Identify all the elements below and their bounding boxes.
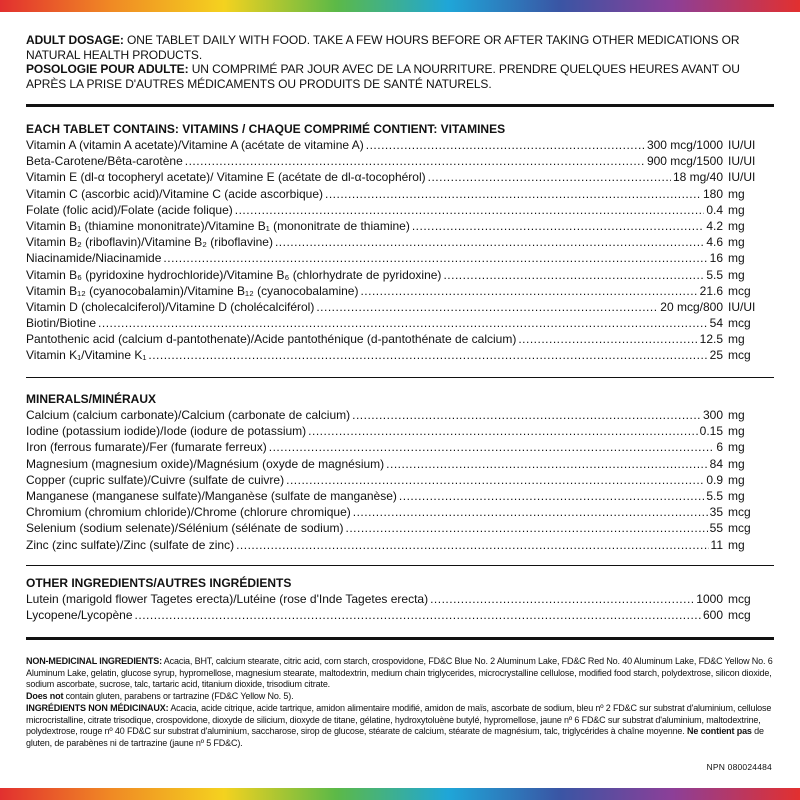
ingredient-name: Biotin/Biotine — [26, 316, 97, 331]
minerals-title: MINERALS/MINÉRAUX — [26, 392, 157, 406]
ingredient-row — [26, 283, 776, 299]
other-title: OTHER INGREDIENTS/AUTRES INGRÉDIENTS — [26, 576, 292, 590]
leader-dots — [185, 153, 645, 169]
ingredient-name: Vitamin D (cholecalciferol)/Vitamine D (cholécalciférol) — [26, 299, 315, 314]
ingredient-unit: mg — [728, 235, 745, 250]
non-medicinal-fr — [26, 703, 776, 750]
non-medicinal-fr-text: Acacia, acide citrique, acide tartrique, amidon alimentaire modifié, amidon de maïs, ascorbate de sodium, bleu nº 2 FD&C sur substrat d'aluminium, cellulose microcristalline, citrate trisodique, crospovidone, dioxyde de silicium, dioxyde de titane, gélatine, hydroxytoluène butylé, hypromellose, jaune nº 6 FD&C sur substrat d'aluminium, maltodextrine, polydextrose, rouge nº 40 FD&C sur substrat d'aluminium, saccharose, sirop de glucose, stéarate de calcium, stéarate de magnésium, talc, triglycérides à chaîne moyenne. — [26, 702, 772, 737]
dosage-block — [26, 33, 776, 91]
ingredient-unit: mcg — [728, 521, 751, 536]
ingredient-name: Iodine (potassium iodide)/Iode (iodure de potassium) — [26, 424, 307, 439]
non-medicinal-en-text: Acacia, BHT, calcium stearate, citric acid, corn starch, crospovidone, FD&C Blue No. 2 Aluminum Lake, FD&C Red No. 40 Aluminum Lake, FD&C Yellow No. 6 Aluminum Lake, gelatin, glucose syrup, hypromellose, magnesium stearate, maltodextrin, medium chain triglycerides, microcrystalline cellulose, modified food starch, polydextrose, silicon dioxide, sodium ascorbate, sucrose, talc, tartaric acid, titanium dioxide, trisodium citrate. — [26, 656, 773, 690]
non-medicinal-fr-label: INGRÉDIENTS NON MÉDICINAUX: — [26, 702, 169, 713]
leader-dots — [269, 439, 715, 455]
ingredient-amount: 6 — [716, 440, 723, 455]
ingredient-unit: mcg — [728, 608, 751, 623]
vitamins-title: EACH TABLET CONTAINS: VITAMINS / CHAQUE COMPRIMÉ CONTIENT: VITAMINES — [26, 122, 506, 136]
leader-dots — [428, 169, 671, 185]
top-color-band — [0, 0, 800, 12]
divider — [26, 377, 774, 378]
leader-dots — [352, 407, 701, 423]
does-not-label: Does not — [26, 691, 64, 702]
minerals-list — [26, 407, 776, 553]
ingredient-unit: mg — [728, 424, 745, 439]
ingredient-name: Vitamin A (vitamin A acetate)/Vitamine A (acétate de vitamine A) — [26, 138, 364, 152]
ingredient-name: Vitamin C (ascorbic acid)/Vitamine C (acide ascorbique) — [26, 186, 324, 201]
ingredient-row — [26, 202, 776, 218]
ingredient-name: Beta-Carotene/Bêta-carotène — [26, 154, 183, 169]
ingredient-amount: 4.6 — [706, 235, 723, 250]
ingredient-amount: 600 — [702, 608, 723, 623]
ingredient-name: Folate (folic acid)/Folate (acide folique) — [26, 202, 233, 217]
ingredient-unit: mg — [728, 456, 745, 471]
ingredient-row — [26, 472, 776, 488]
ingredient-unit: mg — [728, 408, 745, 422]
ingredient-unit: mcg — [728, 348, 751, 363]
leader-dots — [316, 299, 658, 315]
ingredient-name: Iron (ferrous fumarate)/Fer (fumarate ferreux) — [26, 440, 267, 455]
leader-dots — [236, 537, 708, 553]
posologie-label: POSOLOGIE POUR ADULTE: — [26, 62, 189, 76]
divider — [26, 565, 774, 566]
ingredient-name: Copper (cupric sulfate)/Cuivre (sulfate de cuivre) — [26, 472, 285, 487]
ingredient-name: Pantothenic acid (calcium d-pantothenate)/Acide pantothénique (d-pantothénate de calcium) — [26, 332, 517, 347]
ingredient-row — [26, 234, 776, 250]
ingredient-amount: 5.5 — [706, 267, 723, 282]
ingredient-row — [26, 315, 776, 331]
leader-dots — [443, 267, 704, 283]
vitamins-list — [26, 137, 776, 364]
non-medicinal-block — [26, 656, 776, 750]
ingredient-unit: mcg — [728, 283, 751, 298]
ingredient-row — [26, 186, 776, 202]
ingredient-unit: IU/UI — [728, 138, 756, 152]
ingredient-name: Vitamin B₂ (riboflavin)/Vitamine B₂ (riboflavine) — [26, 235, 273, 250]
ingredient-amount: 16 — [709, 251, 723, 266]
ingredient-amount: 300 — [702, 408, 723, 422]
npn-number: NPN 080024484 — [706, 762, 772, 772]
ingredient-amount: 300 mcg/1000 — [646, 138, 723, 152]
ingredient-row — [26, 591, 776, 607]
leader-dots — [286, 472, 704, 488]
leader-dots — [399, 488, 704, 504]
leader-dots — [430, 591, 694, 607]
ingredient-amount: 180 — [702, 186, 723, 201]
ingredient-unit: mg — [728, 186, 745, 201]
ingredient-row — [26, 250, 776, 266]
ingredient-row — [26, 520, 776, 536]
ingredient-name: Vitamin E (dl-α tocopheryl acetate)/ Vitamine E (acétate de dl-α-tocophérol) — [26, 170, 426, 185]
ingredient-unit: IU/UI — [728, 299, 756, 314]
ingredient-row — [26, 169, 776, 185]
ingredient-row — [26, 504, 776, 520]
ingredient-row — [26, 299, 776, 315]
ne-contient-label: Ne contient pas — [687, 726, 752, 737]
does-not-text: contain gluten, parabens or tartrazine (FD&C Yellow No. 5). — [63, 691, 294, 702]
ingredient-row — [26, 137, 776, 153]
ingredient-row — [26, 407, 776, 423]
ingredient-row — [26, 331, 776, 347]
leader-dots — [360, 283, 697, 299]
ingredient-amount: 55 — [709, 521, 723, 536]
ingredient-amount: 25 — [709, 348, 723, 363]
ingredient-name: Magnesium (magnesium oxide)/Magnésium (oxyde de magnésium) — [26, 456, 385, 471]
ingredient-row — [26, 218, 776, 234]
ingredient-unit: mg — [728, 251, 745, 266]
other-list — [26, 591, 776, 623]
ingredient-amount: 12.5 — [699, 332, 723, 347]
ingredient-name: Lutein (marigold flower Tagetes erecta)/Lutéine (rose d'Inde Tagetes erecta) — [26, 592, 429, 606]
ingredient-name: Chromium (chromium chloride)/Chrome (chlorure chromique) — [26, 505, 351, 520]
ingredient-row — [26, 267, 776, 283]
ingredient-unit: mcg — [728, 505, 751, 520]
ingredient-amount: 20 mcg/800 — [660, 299, 723, 314]
does-not-contain — [26, 691, 776, 703]
ingredient-unit: IU/UI — [728, 154, 756, 169]
leader-dots — [518, 331, 697, 347]
ingredient-amount: 900 mcg/1500 — [646, 154, 723, 169]
leader-dots — [386, 456, 707, 472]
ingredient-name: Zinc (zinc sulfate)/Zinc (sulfate de zinc) — [26, 537, 235, 552]
leader-dots — [163, 250, 707, 266]
ingredient-amount: 21.6 — [699, 283, 723, 298]
ingredient-amount: 0.15 — [699, 424, 723, 439]
ingredient-unit: mg — [728, 267, 745, 282]
posologie — [26, 62, 776, 91]
ingredient-unit: mg — [728, 202, 745, 217]
ingredient-amount: 4.2 — [706, 218, 723, 233]
leader-dots — [235, 202, 705, 218]
leader-dots — [366, 137, 645, 153]
divider — [26, 637, 774, 640]
ingredient-row — [26, 347, 776, 363]
adult-dosage — [26, 33, 776, 62]
leader-dots — [308, 423, 697, 439]
ingredient-name: Niacinamide/Niacinamide — [26, 251, 162, 266]
ingredient-unit: IU/UI — [728, 170, 756, 185]
leader-dots — [135, 607, 701, 623]
ingredient-amount: 0.4 — [706, 202, 723, 217]
leader-dots — [325, 186, 701, 202]
ingredient-name: Manganese (manganese sulfate)/Manganèse (sulfate de manganèse) — [26, 488, 397, 503]
ingredient-amount: 0.9 — [706, 472, 723, 487]
ingredient-amount: 1000 — [696, 592, 723, 606]
ingredient-row — [26, 488, 776, 504]
leader-dots — [412, 218, 704, 234]
ingredient-row — [26, 456, 776, 472]
ingredient-amount: 5.5 — [706, 488, 723, 503]
ingredient-name: Vitamin B₆ (pyridoxine hydrochloride)/Vitamine B₆ (chlorhydrate de pyridoxine) — [26, 267, 442, 282]
ingredient-name: Calcium (calcium carbonate)/Calcium (carbonate de calcium) — [26, 408, 351, 422]
leader-dots — [346, 520, 708, 536]
ingredient-row — [26, 537, 776, 553]
ingredient-row — [26, 153, 776, 169]
leader-dots — [98, 315, 708, 331]
ingredient-unit: mcg — [728, 316, 751, 331]
adult-dosage-label: ADULT DOSAGE: — [26, 33, 124, 47]
minerals-section — [26, 391, 776, 553]
ingredient-unit: mg — [728, 472, 745, 487]
ingredient-unit: mg — [728, 332, 745, 347]
adult-dosage-text: ONE TABLET DAILY WITH FOOD. TAKE A FEW HOURS BEFORE OR AFTER TAKING OTHER MEDICATIONS OR NATURAL HEALTH PRODUCTS. — [26, 33, 740, 62]
ingredient-name: Vitamin B₁₂ (cyanocobalamin)/Vitamine B₁₂ (cyanocobalamine) — [26, 283, 359, 298]
ingredient-row — [26, 439, 776, 455]
ingredient-amount: 18 mg/40 — [672, 170, 723, 185]
ingredient-unit: mg — [728, 440, 745, 455]
ingredient-row — [26, 423, 776, 439]
divider — [26, 104, 774, 107]
ingredient-unit: mg — [728, 218, 745, 233]
ingredient-amount: 84 — [709, 456, 723, 471]
ingredient-amount: 54 — [709, 316, 723, 331]
leader-dots — [275, 234, 704, 250]
leader-dots — [148, 347, 707, 363]
non-medicinal-en-label: NON-MEDICINAL INGREDIENTS: — [26, 656, 162, 666]
ingredient-unit: mg — [728, 537, 745, 552]
ingredient-unit: mcg — [728, 592, 751, 606]
ingredient-name: Lycopene/Lycopène — [26, 608, 133, 623]
posologie-text: UN COMPRIMÉ PAR JOUR AVEC DE LA NOURRITURE. PRENDRE QUELQUES HEURES AVANT OU APRÈS LA PRISE D'AUTRES MÉDICAMENTS OU PRODUITS DE SANTÉ NATURELS. — [26, 62, 740, 91]
bottom-color-band — [0, 788, 800, 800]
other-section — [26, 575, 776, 623]
ne-contient-text: de gluten, de parabènes ni de tartrazine (jaune nº 5 FD&C). — [26, 726, 764, 748]
non-medicinal-en — [26, 656, 776, 691]
vitamins-section — [26, 121, 776, 364]
ingredient-name: Selenium (sodium selenate)/Sélénium (sélénate de sodium) — [26, 521, 344, 536]
ingredient-amount: 35 — [709, 505, 723, 520]
ingredient-amount: 11 — [710, 537, 723, 552]
ingredient-row — [26, 607, 776, 623]
ingredient-name: Vitamin B₁ (thiamine mononitrate)/Vitamine B₁ (mononitrate de thiamine) — [26, 218, 410, 233]
ingredient-unit: mg — [728, 488, 745, 503]
leader-dots — [353, 504, 708, 520]
ingredient-name: Vitamin K₁/Vitamine K₁ — [26, 348, 147, 363]
